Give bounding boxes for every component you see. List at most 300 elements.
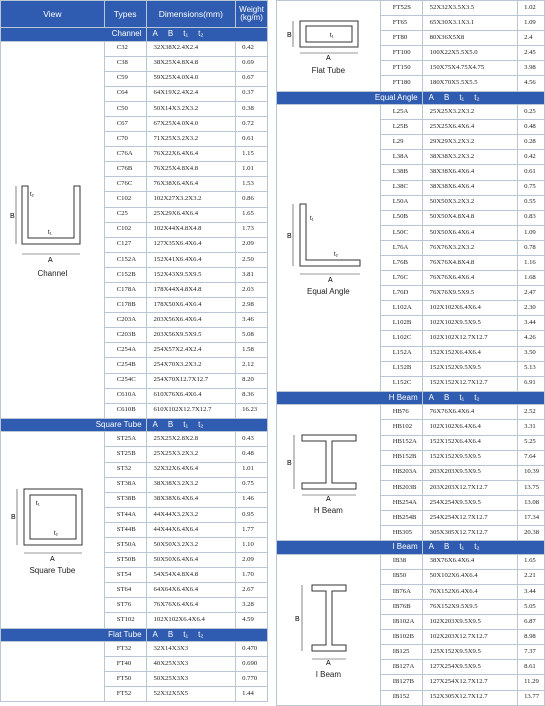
weight-cell: 0.42 [518,150,545,165]
dimension-cell: 102X102X9.5X9.5 [422,316,517,331]
svg-text:t₂: t₂ [30,191,35,198]
section-header-flat [1,628,268,642]
channel-diagram-icon [8,182,96,264]
svg-text:A: A [326,495,332,503]
column-A: A [152,629,158,639]
figure-label: I Beam [315,669,342,679]
dimension-cell: 38X38X6.4X6.4 [422,165,517,180]
weight-cell: 1.01 [236,162,268,177]
figure-empty [1,642,105,702]
column-A: A [152,29,158,39]
dimension-cell: 50X50X3.2X3.2 [422,195,517,210]
dimension-cell: 59X25X4.0X4.0 [146,71,236,86]
dimension-cell: 203X56X9.5X9.5 [146,328,236,343]
type-cell: HB76 [380,405,422,420]
type-cell: IB102B [380,630,422,645]
weight-cell: 0.83 [518,210,545,225]
column-t2: t₂ [198,420,204,430]
type-cell: L152C [380,376,422,391]
type-cell: FT40 [104,657,146,672]
table-row [1,642,268,657]
type-cell: L152A [380,346,422,361]
type-cell: FT180 [380,76,422,91]
dimension-cell: 25X25X3.2X3.2 [146,447,236,462]
figure-label: Channel [37,268,68,278]
type-cell: HB203B [380,480,422,495]
type-cell: C50 [104,101,146,116]
dimension-cell: 32X14X3X3 [146,642,236,657]
dimension-cell: 76X152X6.4X6.4 [422,584,517,599]
type-cell: C32 [104,41,146,56]
type-cell: L50B [380,210,422,225]
type-cell: C178B [104,298,146,313]
dimension-cell: 64X19X2.4X2.4 [146,86,236,101]
weight-cell: 0.61 [236,132,268,147]
column-A: A [152,420,158,430]
type-cell: L50A [380,195,422,210]
figure-wrap [277,200,380,296]
type-cell: L76D [380,286,422,301]
dimension-cell: 52X32X5X5 [146,687,236,702]
weight-cell: 5.08 [236,328,268,343]
weight-cell: 1.10 [236,538,268,553]
section-title: Flat Tube [1,628,147,642]
type-cell: IB125 [380,645,422,660]
type-cell: ST50A [104,538,146,553]
weight-cell: 0.78 [518,240,545,255]
weight-cell: 0.86 [236,192,268,207]
dimension-cell: 25X29X6.4X6.4 [146,207,236,222]
type-cell: C25 [104,207,146,222]
type-cell: L76B [380,256,422,271]
dimension-cell: 50X14X3.2X3.2 [146,101,236,116]
dimension-cell: 50X50X6.4X6.4 [146,553,236,568]
type-cell: L38B [380,165,422,180]
type-cell: C254A [104,343,146,358]
weight-cell: 3.44 [518,316,545,331]
svg-text:A: A [326,54,332,62]
weight-cell: 3.50 [518,346,545,361]
weight-cell: 0.43 [236,432,268,447]
section-title: Square Tube [1,418,147,432]
dimension-cell: 254X70X3.2X3.2 [146,358,236,373]
weight-cell: 13.08 [518,495,545,510]
weight-cell: 0.690 [236,657,268,672]
dimension-cell: 76X76X6.4X6.4 [146,598,236,613]
weight-cell: 2.12 [236,358,268,373]
weight-cell: 8.98 [518,630,545,645]
type-cell: FT32 [104,642,146,657]
type-cell: L38A [380,150,422,165]
weight-cell: 8.61 [518,660,545,675]
weight-cell: 1.77 [236,522,268,537]
svg-text:t₂: t₂ [54,530,59,537]
weight-cell: 1.09 [518,225,545,240]
type-cell: ST25A [104,432,146,447]
dimension-cell: 50X102X6.4X6.4 [422,569,517,584]
figure-wrap [1,182,104,278]
weight-cell: 1.16 [518,256,545,271]
dimension-cell: 203X203X9.5X9.5 [422,465,517,480]
header-weight: Weight (kg/m) [236,1,268,28]
column-B: B [167,29,174,39]
dimension-cell: 76X38X6.4X6.4 [146,177,236,192]
weight-cell: 1.68 [518,271,545,286]
type-cell: L38C [380,180,422,195]
header-view: View [1,1,105,28]
section-header-ibeam [277,541,545,555]
dimension-cell: 80X36X5X8 [422,31,517,46]
type-cell: C254B [104,358,146,373]
weight-cell: 3.81 [236,267,268,282]
weight-cell: 1.15 [236,147,268,162]
figure-label: Equal Angle [307,286,350,296]
dimension-cell: 38X38X6.4X6.4 [422,180,517,195]
weight-cell: 0.55 [518,195,545,210]
table-row [277,405,545,420]
dimension-cell: 25X25X2.8X2.8 [146,432,236,447]
dimension-cell: 152X43X9.5X9.5 [146,267,236,282]
weight-cell: 11.29 [518,675,545,690]
section-columns [146,418,267,432]
column-t2: t₂ [474,393,480,403]
dimension-cell: 102X27X3.2X3.2 [146,192,236,207]
square-tube-diagram-icon [8,485,96,561]
dimension-cell: 125X152X9.5X9.5 [422,645,517,660]
column-t2: t₂ [474,92,480,102]
svg-text:A: A [328,276,334,284]
dimension-cell: 76X76X9.5X9.5 [422,286,517,301]
column-t1: t₁ [183,420,189,430]
type-cell: ST102 [104,613,146,628]
table-row [277,105,545,120]
dimension-cell: 150X75X4.75X4.75 [422,61,517,76]
weight-cell: 2.50 [236,252,268,267]
svg-text:t₂: t₂ [334,251,339,258]
svg-text:t₁: t₁ [330,32,335,39]
dimension-cell: 180X70X5.5X5.5 [422,76,517,91]
type-cell: C127 [104,237,146,252]
type-cell: C70 [104,132,146,147]
right-column [276,0,545,706]
type-cell: ST44B [104,522,146,537]
column-t1: t₁ [183,29,189,39]
dimension-cell: 76X22X6.4X6.4 [146,147,236,162]
type-cell: HB254B [380,511,422,526]
dimension-cell: 25X25X6.4X6.4 [422,120,517,135]
type-cell: L102C [380,331,422,346]
weight-cell: 16.23 [236,403,268,418]
type-cell: HB152B [380,450,422,465]
type-cell: C76A [104,147,146,162]
weight-cell: 6.91 [518,376,545,391]
svg-text:t₁: t₁ [48,229,53,236]
dimension-cell: 178X44X4.8X4.8 [146,283,236,298]
weight-cell: 2.03 [236,283,268,298]
figure-wrap [1,485,104,575]
section-columns [422,91,544,105]
column-B: B [167,420,174,430]
weight-cell: 7.37 [518,645,545,660]
dimension-cell: 44X44X3.2X3.2 [146,507,236,522]
weight-cell: 0.25 [518,105,545,120]
type-cell: L102A [380,301,422,316]
weight-cell: 1.70 [236,568,268,583]
dimension-cell: 102X102X6.4X6.4 [422,301,517,316]
weight-cell: 13.77 [518,690,545,705]
dimension-cell: 38X76X6.4X6.4 [422,554,517,569]
type-cell: C64 [104,86,146,101]
weight-cell: 1.46 [236,492,268,507]
weight-cell: 2.47 [518,286,545,301]
dimension-cell: 76X76X4.8X4.8 [422,256,517,271]
section-title: Equal Angle [277,91,423,105]
section-header-channel [1,28,268,42]
weight-cell: 6.87 [518,615,545,630]
weight-cell: 0.95 [236,507,268,522]
dimension-cell: 152X152X12.7X12.7 [422,376,517,391]
dimension-cell: 38X38X3.2X3.2 [422,150,517,165]
weight-cell: 1.73 [236,222,268,237]
type-cell: C610A [104,388,146,403]
dimension-cell: 152X305X12.7X12.7 [422,690,517,705]
dimension-cell: 254X254X12.7X12.7 [422,511,517,526]
type-cell: FT52S [380,1,422,16]
type-cell: IB127A [380,660,422,675]
dimension-cell: 127X35X6.4X6.4 [146,237,236,252]
dimension-cell: 610X76X6.4X6.4 [146,388,236,403]
weight-cell: 2.52 [518,405,545,420]
weight-cell: 1.53 [236,177,268,192]
type-cell: C610B [104,403,146,418]
profile-figure [277,554,381,705]
dimension-cell: 25X25X3.2X3.2 [422,105,517,120]
dimension-cell: 152X152X6.4X6.4 [422,346,517,361]
weight-cell: 4.56 [518,76,545,91]
type-cell: ST76 [104,598,146,613]
type-cell: L50C [380,225,422,240]
type-cell: L76C [380,271,422,286]
weight-cell: 1.09 [518,16,545,31]
dimension-cell: 178X50X6.4X6.4 [146,298,236,313]
column-t2: t₂ [474,542,480,552]
dimension-cell: 254X57X2.4X2.4 [146,343,236,358]
weight-cell: 1.02 [518,1,545,16]
weight-cell: 0.48 [236,447,268,462]
dimension-cell: 40X25X3X3 [146,657,236,672]
type-cell: IB152 [380,690,422,705]
dimension-cell: 32X38X2.4X2.4 [146,41,236,56]
profile-figure [1,432,105,628]
dimension-cell: 38X25X4.8X4.8 [146,56,236,71]
type-cell: FT150 [380,61,422,76]
dimension-cell: 50X50X4.8X4.8 [422,210,517,225]
column-B: B [443,542,450,552]
weight-cell: 0.770 [236,672,268,687]
type-cell: C203B [104,328,146,343]
type-cell: ST32 [104,462,146,477]
dimension-cell: 54X54X4.8X4.8 [146,568,236,583]
column-B: B [443,393,450,403]
weight-cell: 3.44 [518,584,545,599]
type-cell: C38 [104,56,146,71]
table-row [1,41,268,56]
type-cell: IB102A [380,615,422,630]
dimension-cell: 203X203X12.7X12.7 [422,480,517,495]
dimension-cell: 127X254X9.5X9.5 [422,660,517,675]
type-cell: C178A [104,283,146,298]
svg-text:A: A [50,555,56,563]
weight-cell: 2.09 [236,237,268,252]
section-header-hbeam [277,391,545,405]
weight-cell: 17.34 [518,511,545,526]
type-cell: ST38B [104,492,146,507]
type-cell: C203A [104,313,146,328]
weight-cell: 5.05 [518,599,545,614]
type-cell: C59 [104,71,146,86]
type-cell: L102B [380,316,422,331]
type-cell: C152A [104,252,146,267]
weight-cell: 0.42 [236,41,268,56]
column-B: B [167,629,174,639]
svg-text:B: B [287,459,293,467]
weight-cell: 1.58 [236,343,268,358]
dimension-cell: 64X64X6.4X6.4 [146,583,236,598]
profile-figure [277,1,381,92]
section-columns [422,541,544,555]
type-cell: C102 [104,192,146,207]
type-cell: C67 [104,116,146,131]
weight-cell: 4.26 [518,331,545,346]
weight-cell: 0.470 [236,642,268,657]
weight-cell: 1.65 [518,554,545,569]
profile-figure [277,405,381,541]
dimension-cell: 76X76X6.4X6.4 [422,405,517,420]
table-header [1,1,268,28]
weight-cell: 1.01 [236,462,268,477]
type-cell: ST50B [104,553,146,568]
dimension-cell: 76X25X4.8X4.8 [146,162,236,177]
section-columns [146,628,267,642]
dimension-cell: 254X254X9.5X9.5 [422,495,517,510]
weight-cell: 2.21 [518,569,545,584]
type-cell: HB152A [380,435,422,450]
table-row [1,432,268,447]
weight-cell: 2.4 [518,31,545,46]
profiles-table-left [0,0,268,702]
svg-text:A: A [48,256,54,264]
type-cell: C102 [104,222,146,237]
profile-figure [1,41,105,418]
dimension-cell: 76X76X3.2X3.2 [422,240,517,255]
dimension-cell: 50X50X3.2X3.2 [146,538,236,553]
weight-cell: 2.30 [518,301,545,316]
column-B: B [443,92,450,102]
figure-label: Square Tube [29,565,76,575]
dimension-cell: 102X203X9.5X9.5 [422,615,517,630]
figure-label: H Beam [313,505,343,515]
dimension-cell: 38X38X6.4X6.4 [146,492,236,507]
type-cell: FT52 [104,687,146,702]
dimension-cell: 50X50X6.4X6.4 [422,225,517,240]
profile-figure [277,105,381,392]
dimension-cell: 254X70X12.7X12.7 [146,373,236,388]
dimension-cell: 38X38X3.2X3.2 [146,477,236,492]
dimension-cell: 50X25X3X3 [146,672,236,687]
column-t2: t₂ [198,629,204,639]
column-t1: t₁ [459,393,465,403]
weight-cell: 0.72 [236,116,268,131]
type-cell: IB127B [380,675,422,690]
type-cell: L152B [380,361,422,376]
weight-cell: 13.75 [518,480,545,495]
header-dimensions: Dimensions(mm) [146,1,236,28]
weight-cell: 1.65 [236,207,268,222]
weight-cell: 2.45 [518,46,545,61]
weight-cell: 3.28 [236,598,268,613]
type-cell: HB305 [380,526,422,541]
type-cell: L76A [380,240,422,255]
type-cell: ST25B [104,447,146,462]
dimension-cell: 67X25X4.0X4.0 [146,116,236,131]
dimension-cell: 102X102X12.7X12.7 [422,331,517,346]
dimension-cell: 65X30X3.1X3.1 [422,16,517,31]
section-title: H Beam [277,391,423,405]
weight-cell: 3.31 [518,420,545,435]
dimension-cell: 102X102X6.4X6.4 [146,613,236,628]
type-cell: ST38A [104,477,146,492]
figure-wrap [277,581,380,679]
figure-wrap [277,17,380,75]
weight-cell: 5.13 [518,361,545,376]
section-title: Channel [1,28,147,42]
weight-cell: 0.61 [518,165,545,180]
figure-wrap [277,431,380,515]
column-A: A [428,542,434,552]
column-t1: t₁ [459,92,465,102]
dimension-cell: 76X152X9.5X9.5 [422,599,517,614]
type-cell: FT50 [104,672,146,687]
type-cell: L25B [380,120,422,135]
type-cell: L25A [380,105,422,120]
dimension-cell: 52X32X3.5X3.5 [422,1,517,16]
weight-cell: 7.64 [518,450,545,465]
weight-cell: 2.67 [236,583,268,598]
weight-cell: 0.38 [236,101,268,116]
column-A: A [428,92,434,102]
svg-text:B: B [295,615,301,623]
type-cell: HB102 [380,420,422,435]
h-beam-diagram-icon [284,431,372,501]
flat-tube-diagram-icon [284,17,372,61]
weight-cell: 3.46 [236,313,268,328]
section-title: I Beam [277,541,423,555]
profiles-table-right [276,0,545,706]
weight-cell: 2.98 [236,298,268,313]
dimension-cell: 610X102X12.7X12.7 [146,403,236,418]
dimension-cell: 29X29X3.2X3.2 [422,135,517,150]
left-column [0,0,268,702]
weight-cell: 1.44 [236,687,268,702]
type-cell: ST44A [104,507,146,522]
type-cell: IB50 [380,569,422,584]
type-cell: IB76A [380,584,422,599]
svg-text:B: B [287,232,293,240]
dimension-cell: 102X203X12.7X12.7 [422,630,517,645]
section-columns [146,28,267,42]
dimension-cell: 102X44X4.8X4.8 [146,222,236,237]
dimension-cell: 100X22X5.5X5.0 [422,46,517,61]
